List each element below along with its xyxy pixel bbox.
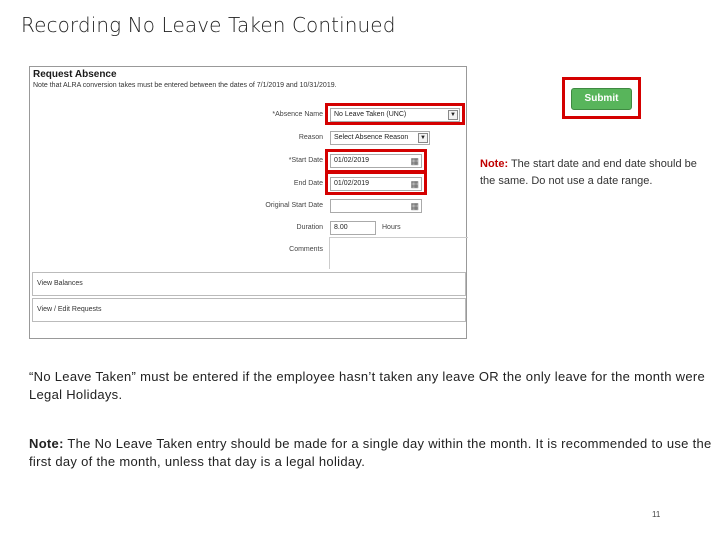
reason-value: Select Absence Reason	[334, 134, 409, 141]
absence-name-label: *Absence Name	[272, 111, 323, 118]
duration-input[interactable]	[330, 221, 376, 235]
duration-unit: Hours	[382, 224, 401, 231]
start-date-highlight	[325, 149, 427, 173]
reason-label: Reason	[298, 134, 323, 141]
comments-textarea[interactable]	[329, 237, 468, 269]
view-balances-link[interactable]: View Balances	[32, 272, 466, 296]
start-date-value: 01/02/2019	[334, 157, 370, 164]
absence-name-highlight	[325, 103, 465, 125]
form-title: Request Absence	[33, 69, 117, 80]
date-range-note-label: Note:	[480, 158, 509, 170]
calendar-icon[interactable]: ▦	[410, 201, 419, 211]
no-leave-taken-paragraph: “No Leave Taken” must be entered if the employee hasn’t taken any leave OR the only leave for the month were Legal Holidays.	[29, 369, 706, 402]
duration-value: 8.00	[334, 224, 348, 231]
calendar-icon[interactable]: ▦	[410, 179, 419, 189]
single-day-note-label: Note:	[29, 436, 64, 451]
chevron-down-icon[interactable]: ▼	[448, 110, 458, 120]
original-start-date-label: Original Start Date	[265, 202, 323, 209]
single-day-note	[29, 435, 714, 471]
comments-label: Comments	[289, 246, 323, 253]
start-date-label: *Start Date	[288, 157, 323, 164]
date-range-note	[480, 156, 706, 190]
calendar-icon[interactable]: ▦	[410, 156, 419, 166]
duration-label: Duration	[296, 224, 323, 231]
chevron-down-icon[interactable]: ▼	[418, 133, 428, 143]
end-date-label: End Date	[293, 180, 323, 187]
reason-select[interactable]	[330, 131, 430, 145]
submit-button[interactable]: Submit	[571, 88, 632, 110]
end-date-value: 01/02/2019	[334, 180, 370, 187]
view-edit-requests-link[interactable]: View / Edit Requests	[32, 298, 466, 322]
page-number: 11	[652, 510, 661, 519]
absence-name-value: No Leave Taken (UNC)	[334, 111, 407, 118]
single-day-note-text: The No Leave Taken entry should be made for a single day within the month. It is recommended to use the first day of the month, unless that day is a legal holiday.	[29, 436, 712, 469]
end-date-highlight	[325, 171, 427, 195]
slide-title: Recording No Leave Taken Continued	[21, 13, 396, 37]
original-start-date-input[interactable]	[330, 199, 422, 213]
form-note: Note that ALRA conversion takes must be entered between the dates of 7/1/2019 and 10/31/2019.	[33, 82, 337, 89]
date-range-note-text: The start date and end date should be the same. Do not use a date range.	[480, 158, 697, 187]
